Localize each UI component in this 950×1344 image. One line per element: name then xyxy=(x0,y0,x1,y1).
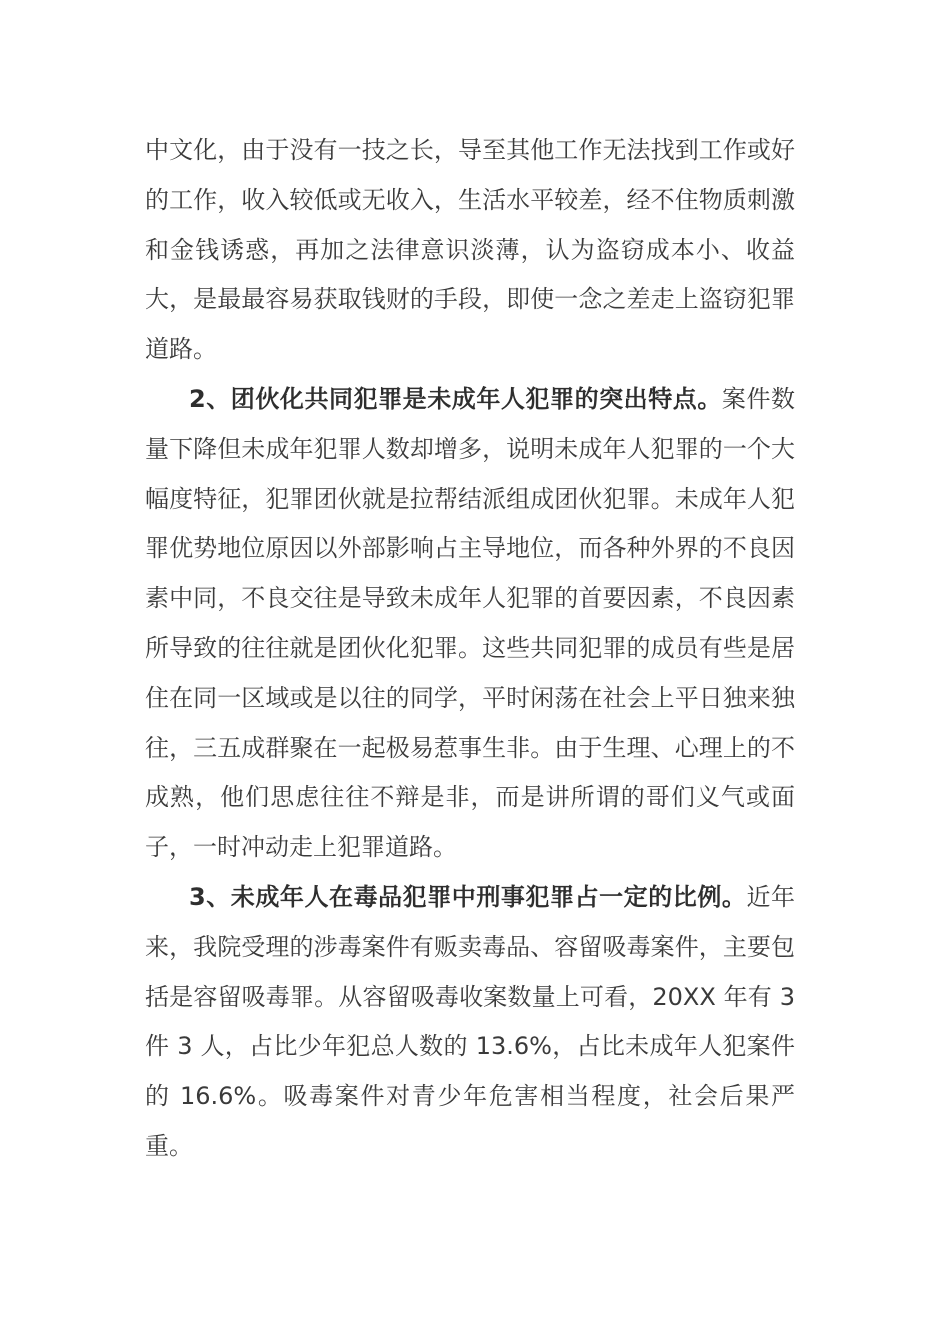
document-body xyxy=(145,126,795,1172)
paragraph-1-body: 中文化，由于没有一技之长，导至其他工作无法找到工作或好的工作，收入较低或无收入，生活水平较差，经不住物质刺激和金钱诱惑，再加之法律意识淡薄，认为盗窃成本小、收益大，是最最容易获取钱财的手段，即使一念之差走上盗窃犯罪道路。 xyxy=(145,136,795,364)
paragraph-2 xyxy=(145,375,795,873)
paragraph-3-heading: 3、未成年人在毒品犯罪中刑事犯罪占一定的比例。 xyxy=(189,882,747,911)
paragraph-1 xyxy=(145,126,795,375)
paragraph-3 xyxy=(145,873,795,1172)
paragraph-3-body: 近年来，我院受理的涉毒案件有贩卖毒品、容留吸毒案件，主要包括是容留吸毒罪。从容留吸毒收案数量上可看，20XX 年有 3 件 3 人，占比少年犯总人数的 13.6%，占比未成年人犯案件的 16.6%。吸毒案件对青少年危害相当程度，社会后果严重。 xyxy=(145,882,796,1160)
paragraph-2-body: 案件数量下降但未成年犯罪人数却增多，说明未成年人犯罪的一个大幅度特征，犯罪团伙就是拉帮结派组成团伙犯罪。未成年人犯罪优势地位原因以外部影响占主导地位，而各种外界的不良因素中同，不良交往是导致未成年人犯罪的首要因素，不良因素所导致的往往就是团伙化犯罪。这些共同犯罪的成员有些是居住在同一区域或是以往的同学，平时闲荡在社会上平日独来独往，三五成群聚在一起极易惹事生非。由于生理、心理上的不成熟，他们思虑往往不辩是非，而是讲所谓的哥们义气或面子，一时冲动走上犯罪道路。 xyxy=(145,384,795,862)
paragraph-2-heading: 2、团伙化共同犯罪是未成年人犯罪的突出特点。 xyxy=(189,384,722,413)
